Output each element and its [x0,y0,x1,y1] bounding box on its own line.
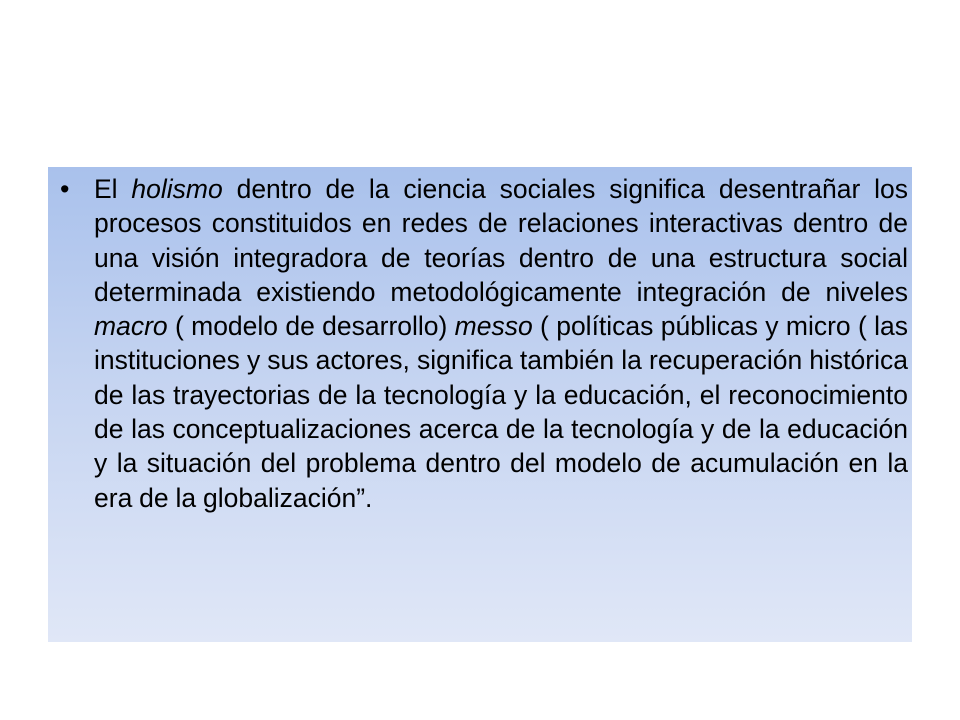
body-paragraph [94,172,908,515]
text-run-italic: macro [94,311,168,342]
text-run: ( modelo de desarrollo) [167,311,455,342]
text-run: El [94,174,132,204]
bullet-icon: • [60,174,70,204]
text-run-italic: messo [454,311,533,342]
text-run-italic: holismo [131,174,223,204]
text-run: ( políticas públicas y micro ( las instituciones y sus actores, significa también la recuperación histórica de las trayectorias de la tecnología y la educación, el reconocimiento de las conceptualizaciones acerca de la tecnología y de la educación y la situación del problema dentro del modelo de acumulación en la era de la globalización”. [94,311,908,513]
text-run: dentro de la ciencia sociales significa desentrañar los procesos constituidos en redes de relaciones interactivas dentro de una visión integradora de teorías dentro de una estructura social determinada existiendo metodológicamente integración de niveles [94,174,908,307]
